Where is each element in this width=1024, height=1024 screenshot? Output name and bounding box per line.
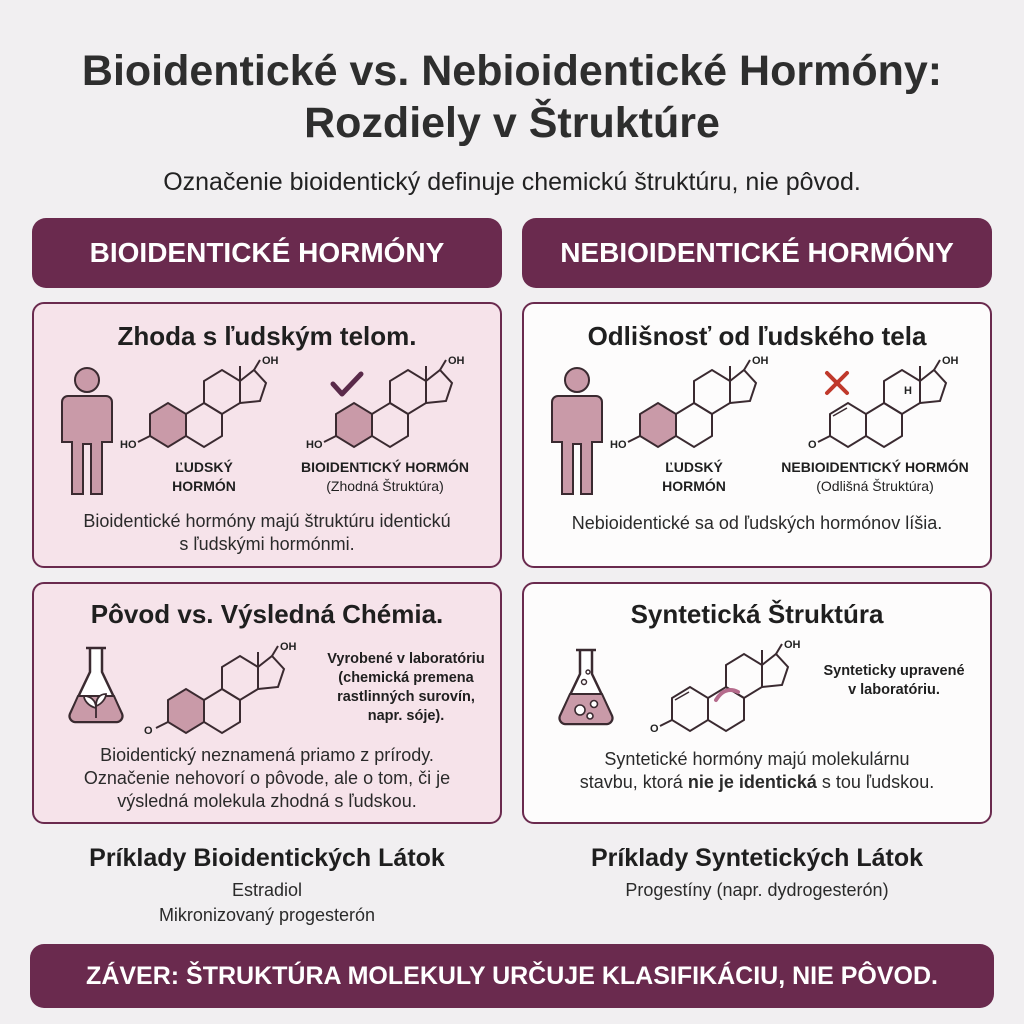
human-hormone-label [134,458,274,496]
examples-bioidentical-title: Príklady Bioidentických Látok [89,844,445,872]
label-line: ĽUDSKÝ [175,459,233,475]
text-line: Bioidentické hormóny majú štruktúru identickú [83,511,451,531]
note-line: v laboratóriu. [848,682,940,698]
note-line: (chemická premena [338,670,474,686]
bioidentical-hormone-label [280,458,490,496]
text-line: výsledná molekula zhodná s ľudskou. [117,791,417,811]
o-label: O [144,725,153,737]
label-line: (Zhodná Štruktúra) [326,478,444,494]
text-segment: stavbu, ktorá [579,772,688,792]
label-line: BIOIDENTICKÝ HORMÓN [301,459,469,475]
page-subtitle: Označenie bioidentický definuje chemickú štruktúru, nie pôvod. [163,168,861,196]
note-line: napr. sóje). [367,708,445,724]
example-item: Mikronizovaný progesterón [158,905,376,925]
note-line: rastlinných surovín, [337,689,475,705]
h-label: H [904,385,912,397]
progesterone-molecule-icon [138,642,308,742]
ho-label: HO [120,439,137,451]
card-description [34,510,500,556]
card-human-difference [522,302,992,568]
dydrogesterone-molecule-icon [642,640,812,740]
text-emphasis: nie je identická [687,772,817,792]
example-item: Progestíny (napr. dydrogesterón) [625,880,889,900]
header-nonbioidentical: NEBIOIDENTICKÉ HORMÓNY [522,218,992,288]
oh-label: OH [280,641,297,653]
card-human-match [32,302,502,568]
header-bioidentical: BIOIDENTICKÉ HORMÓNY [32,218,502,288]
person-icon [54,364,120,496]
examples-synthetic-title: Príklady Syntetických Látok [590,844,924,872]
text-line [524,771,990,794]
human-hormone-label [624,458,764,496]
text-segment: s tou ľudskou. [816,772,935,792]
card-title: Pôvod vs. Výsledná Chémia. [90,599,444,629]
page-title-line1: Bioidentické vs. Nebioidentické Hormóny: [81,47,943,95]
note-line: Synteticky upravené [823,663,965,679]
label-line: HORMÓN [662,478,726,494]
label-line: ĽUDSKÝ [665,459,723,475]
oh-label: OH [752,355,769,367]
card-title: Odlišnosť od ľudského tela [587,321,927,351]
oh-label: OH [262,355,279,367]
label-line: HORMÓN [172,478,236,494]
note-line: Vyrobené v laboratóriu [327,651,485,667]
card-description [34,744,500,813]
card-title: Syntetická Štruktúra [630,599,884,629]
person-icon [544,364,610,496]
oh-label: OH [942,355,959,367]
card-description [524,748,990,794]
synthetic-note [814,662,974,700]
ho-label: HO [610,439,627,451]
card-title: Zhoda s ľudským telom. [117,321,417,351]
estradiol-molecule-icon [120,356,290,456]
oh-label: OH [448,355,465,367]
o-label: O [808,439,817,451]
oh-label: OH [784,639,801,651]
nonbioidentical-molecule-icon [800,356,970,456]
estradiol-molecule-icon [610,356,780,456]
page-title-line2: Rozdiely v Štruktúre [304,99,720,147]
ho-label: HO [306,439,323,451]
text-line: Bioidentický neznamená priamo z prírody. [100,745,434,765]
text-line: Syntetické hormóny majú molekulárnu [604,749,910,769]
text-line: Označenie nehovorí o pôvode, ale o tom, či je [83,768,451,788]
bioidentical-molecule-icon [306,356,476,456]
text-line: s ľudskými hormónmi. [179,534,355,554]
o-label: O [650,723,659,735]
card-description: Nebioidentické sa od ľudských hormónov líšia. [571,513,943,533]
label-line: (Odlišná Štruktúra) [816,478,934,494]
example-item: Estradiol [231,880,303,900]
conclusion-banner: ZÁVER: ŠTRUKTÚRA MOLEKULY URČUJE KLASIFIKÁCIU, NIE PÔVOD. [30,944,994,1008]
flask-leaf-icon [64,644,128,726]
lab-made-note [316,650,496,726]
nonbioidentical-hormone-label [764,458,986,496]
flask-bubbles-icon [554,646,618,728]
card-origin-vs-chemistry [32,582,502,824]
card-synthetic-structure [522,582,992,824]
label-line: NEBIOIDENTICKÝ HORMÓN [781,459,969,475]
